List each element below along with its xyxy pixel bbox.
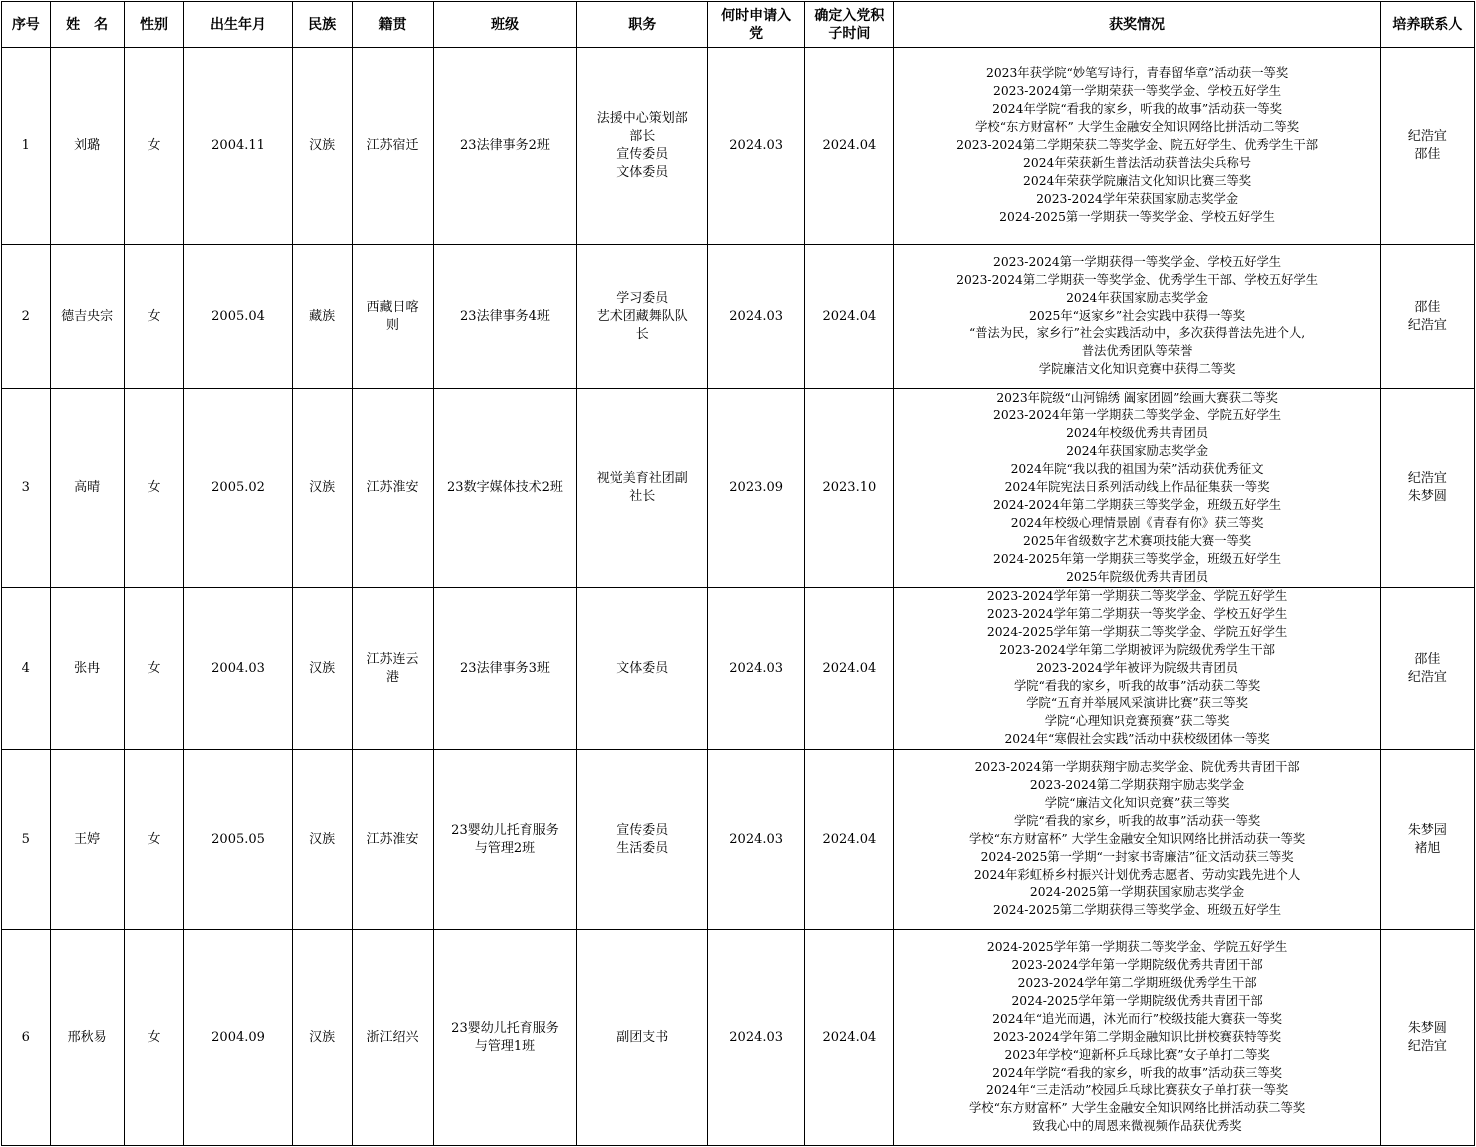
cell-no: 4 [2, 588, 51, 750]
cell-awards-line: 2023-2024学年第一学期院级优秀共青团干部 [1011, 958, 1263, 973]
cell-awards-line: 2023-2024学年第二学期班级优秀学生干部 [1017, 975, 1257, 990]
cell-name: 高晴 [50, 389, 124, 588]
cell-awards-line: 普法优秀团队等荣誉 [1081, 344, 1193, 359]
cell-awards-line: 学校“东方财富杯” 大学生金融安全知识网络比拼活动获二等奖 [968, 1101, 1306, 1116]
cell-class [433, 48, 577, 245]
cell-origin [352, 245, 433, 389]
cell-contact-line: 朱梦园 [1407, 822, 1447, 838]
cell-awards-line: 2024年彩虹桥乡村振兴计划优秀志愿者、劳动实践先进个人 [973, 867, 1301, 882]
cell-apply-date: 2024.03 [708, 930, 805, 1146]
table-row [2, 48, 1475, 245]
cell-awards-line: 2025年省级数字艺术赛项技能大赛一等奖 [1023, 533, 1252, 548]
header-origin: 籍贯 [352, 2, 433, 48]
cell-origin-line: 江苏淮安 [366, 480, 419, 495]
cell-awards-line: 学校“东方财富杯” 大学生金融安全知识网络比拼活动二等奖 [975, 120, 1300, 135]
cell-contact-line: 褚旭 [1414, 840, 1441, 856]
cell-awards-line: 2024-2025学年第一学期获二等奖学金、学院五好学生 [986, 940, 1288, 955]
cell-awards-line: 2024年校级心理情景剧《青春有你》获三等奖 [1010, 515, 1264, 530]
cell-apply-date: 2024.03 [708, 48, 805, 245]
cell-origin-line: 江苏淮安 [366, 831, 419, 847]
cell-awards-line: 2023-2024第一学期获得一等奖学金、学校五好学生 [993, 254, 1282, 269]
cell-awards-line: “普法为民，家乡行”社会实践活动中，多次获得普法先进个人, [968, 326, 1306, 341]
cell-awards-line: 2024-2024年第二学期获三等奖学金，班级五好学生 [993, 497, 1282, 512]
cell-position [577, 245, 708, 389]
cell-gender: 女 [124, 588, 184, 750]
cell-class [433, 588, 577, 750]
cell-contact-line: 邵佳 [1414, 651, 1441, 667]
cell-no: 5 [2, 750, 51, 930]
header-position: 职务 [577, 2, 708, 48]
cell-confirm-date: 2024.04 [805, 245, 894, 389]
cell-contact-line: 纪浩宜 [1407, 317, 1447, 333]
cell-position-line: 宣传委员 [616, 822, 669, 838]
header-birth: 出生年月 [184, 2, 292, 48]
cell-awards-line: 2024-2025第一学期获国家励志奖学金 [1029, 885, 1245, 900]
header-ethnicity: 民族 [292, 2, 352, 48]
cell-ethnicity: 汉族 [292, 750, 352, 930]
cell-origin-line: 则 [386, 317, 400, 333]
cell-position-line: 副团支书 [616, 1029, 669, 1045]
cell-contact [1380, 750, 1474, 930]
cell-birth: 2004.09 [184, 930, 292, 1146]
cell-ethnicity: 汉族 [292, 930, 352, 1146]
cell-contact [1380, 930, 1474, 1146]
cell-position-line: 社长 [629, 489, 656, 504]
cell-gender: 女 [124, 750, 184, 930]
cell-awards-line: 2023-2024学年荣获国家励志奖学金 [1036, 191, 1239, 206]
cell-position-line: 艺术团藏舞队队 [596, 308, 688, 324]
cell-awards-line: 2023-2024学年被评为院级共青团员 [1036, 660, 1239, 675]
cell-awards-line: 2024-2025第二学期获得三等奖学金、班级五好学生 [993, 903, 1282, 918]
cell-class [433, 750, 577, 930]
cell-awards-line: 2024年院宪法日系列活动线上作品征集获一等奖 [1004, 480, 1270, 495]
cell-awards-line: 学院“五育并举展风采演讲比赛”获三等奖 [1026, 696, 1248, 711]
cell-class [433, 389, 577, 588]
cell-class-line: 23婴幼儿托育服务 [451, 822, 559, 838]
cell-contact [1380, 245, 1474, 389]
cell-class-line: 23婴幼儿托育服务 [451, 1020, 559, 1036]
roster-body [2, 48, 1475, 1146]
cell-position-line: 部长 [629, 129, 656, 144]
cell-awards [894, 389, 1380, 588]
cell-origin [352, 588, 433, 750]
cell-origin [352, 750, 433, 930]
cell-name: 德吉央宗 [50, 245, 124, 389]
cell-awards-line: 2023-2024第一学期荣获一等奖学金、学校五好学生 [993, 84, 1282, 99]
cell-position-line: 文体委员 [616, 660, 669, 676]
cell-contact [1380, 48, 1474, 245]
cell-awards [894, 245, 1380, 389]
cell-awards-line: 2024年校级优秀共青团员 [1066, 426, 1209, 441]
header-row [2, 2, 1475, 48]
cell-awards-line: 2024年学院“看我的家乡，听我的故事”活动获一等奖 [992, 102, 1282, 117]
table-row [2, 588, 1475, 750]
table-row [2, 245, 1475, 389]
cell-awards-line: 2023-2024学年第一学期获二等奖学金、学院五好学生 [986, 589, 1288, 603]
cell-contact-line: 邵佳 [1414, 299, 1441, 315]
cell-awards-line: 2023-2024第二学期获翔宇励志奖学金 [1029, 777, 1245, 792]
table-row [2, 750, 1475, 930]
cell-awards-line: 2024-2025学年第一学期获二等奖学金、学院五好学生 [986, 624, 1288, 639]
cell-class-line: 与管理2班 [474, 840, 536, 856]
cell-contact [1380, 588, 1474, 750]
cell-origin [352, 930, 433, 1146]
cell-awards-line: 2025年“返家乡”社会实践中获得一等奖 [1029, 308, 1246, 323]
cell-birth: 2005.05 [184, 750, 292, 930]
cell-awards-line: 学院“廉洁文化知识竞赛”获三等奖 [1044, 795, 1230, 810]
cell-origin [352, 389, 433, 588]
cell-name: 张冉 [50, 588, 124, 750]
cell-origin [352, 48, 433, 245]
cell-awards-line: 2023-2024学年第二学期被评为院级优秀学生干部 [999, 642, 1275, 657]
cell-apply-date: 2024.03 [708, 588, 805, 750]
table-row [2, 389, 1475, 588]
cell-confirm-date: 2024.04 [805, 930, 894, 1146]
cell-origin-line: 浙江绍兴 [366, 1029, 419, 1045]
header-no: 序号 [2, 2, 51, 48]
cell-origin-line: 西藏日喀 [366, 299, 419, 315]
cell-ethnicity: 藏族 [292, 245, 352, 389]
cell-awards-line: 2024年荣获学院廉洁文化知识比赛三等奖 [1023, 173, 1252, 188]
header-confirm-line2: 子时间 [828, 25, 871, 42]
cell-confirm-date: 2023.10 [805, 389, 894, 588]
cell-awards-line: 2023年院级“山河锦绣 阖家团圆”绘画大赛获二等奖 [996, 390, 1278, 405]
cell-ethnicity: 汉族 [292, 389, 352, 588]
cell-position [577, 48, 708, 245]
header-confirm-date [805, 2, 894, 48]
cell-no: 1 [2, 48, 51, 245]
cell-awards-line: 2024年院“我以我的祖国为荣”活动获优秀征文 [1010, 462, 1264, 477]
cell-class-line: 23数字媒体技术2班 [447, 480, 563, 495]
cell-position [577, 389, 708, 588]
cell-awards-line: 学院廉洁文化知识竞赛中获得二等奖 [1038, 362, 1236, 377]
cell-awards-line: 2024年获国家励志奖学金 [1066, 444, 1209, 459]
cell-awards-line: 2023-2024第一学期获翔宇励志奖学金、院优秀共青团干部 [974, 760, 1300, 775]
cell-gender: 女 [124, 245, 184, 389]
cell-awards [894, 930, 1380, 1146]
cell-class-line: 与管理1班 [474, 1038, 536, 1054]
cell-position-line: 视觉美育社团副 [596, 471, 688, 486]
cell-awards-line: 2024年“寒假社会实践”活动中获校级团体一等奖 [1004, 732, 1270, 747]
cell-position-line: 宣传委员 [616, 147, 669, 162]
cell-awards-line: 2024-2025第一学期获一等奖学金、学校五好学生 [999, 209, 1275, 224]
cell-contact-line: 朱梦圆 [1407, 489, 1447, 504]
header-apply-line1: 何时申请入 [721, 7, 792, 24]
cell-awards [894, 48, 1380, 245]
header-apply-date [708, 2, 805, 48]
cell-awards [894, 750, 1380, 930]
cell-confirm-date: 2024.04 [805, 48, 894, 245]
cell-gender: 女 [124, 930, 184, 1146]
header-class: 班级 [433, 2, 577, 48]
cell-awards-line: 2023-2024学年第二学期金融知识比拼校赛获特等奖 [993, 1029, 1282, 1044]
cell-position-line: 学习委员 [616, 290, 669, 306]
cell-class-line: 23法律事务3班 [460, 660, 550, 676]
cell-birth: 2005.02 [184, 389, 292, 588]
cell-ethnicity: 汉族 [292, 588, 352, 750]
cell-awards-line: 2023年获学院“妙笔写诗行，青春留华章”活动获一等奖 [986, 66, 1289, 81]
cell-apply-date: 2024.03 [708, 245, 805, 389]
cell-name: 刘璐 [50, 48, 124, 245]
cell-awards-line: 2023-2024年第一学期获二等奖学金、学院五好学生 [993, 408, 1282, 423]
cell-no: 6 [2, 930, 51, 1146]
member-roster-table [1, 1, 1475, 1146]
cell-awards-line: 2025年院级优秀共青团员 [1066, 569, 1209, 584]
cell-birth: 2004.11 [184, 48, 292, 245]
table-row [2, 930, 1475, 1146]
cell-origin-line: 江苏宿迁 [366, 138, 419, 153]
cell-position-line: 长 [635, 326, 649, 342]
header-contact: 培养联系人 [1380, 2, 1474, 48]
cell-origin-line: 港 [386, 669, 400, 685]
cell-origin-line: 江苏连云 [366, 651, 419, 667]
cell-class-line: 23法律事务4班 [460, 308, 550, 324]
cell-awards [894, 588, 1380, 750]
cell-awards-line: 2023年学校“迎新杯乒乓球比赛”女子单打二等奖 [1004, 1047, 1270, 1062]
header-awards: 获奖情况 [894, 2, 1380, 48]
cell-awards-line: 2023-2024第二学期荣获二等奖学金、院五好学生、优秀学生干部 [956, 138, 1318, 153]
cell-position [577, 588, 708, 750]
header-confirm-line1: 确定入党积 [814, 7, 885, 24]
cell-no: 2 [2, 245, 51, 389]
cell-contact-line: 纪浩宜 [1407, 1038, 1447, 1054]
cell-awards-line: 2024-2025第一学期“一封家书寄廉洁”征文活动获三等奖 [980, 849, 1294, 864]
cell-birth: 2005.04 [184, 245, 292, 389]
cell-confirm-date: 2024.04 [805, 750, 894, 930]
cell-class [433, 245, 577, 389]
cell-awards-line: 2024年学院“看我的家乡，听我的故事”活动获三等奖 [992, 1065, 1282, 1080]
cell-name: 王婷 [50, 750, 124, 930]
cell-contact-line: 朱梦圆 [1407, 1020, 1447, 1036]
cell-contact-line: 纪浩宜 [1407, 669, 1447, 685]
header-gender: 性别 [124, 2, 184, 48]
cell-position-line: 法援中心策划部 [596, 111, 688, 126]
cell-position-line: 文体委员 [616, 165, 669, 180]
cell-confirm-date: 2024.04 [805, 588, 894, 750]
cell-apply-date: 2023.09 [708, 389, 805, 588]
cell-birth: 2004.03 [184, 588, 292, 750]
cell-position-line: 生活委员 [616, 840, 669, 856]
header-name: 姓 名 [50, 2, 124, 48]
cell-position [577, 750, 708, 930]
cell-contact-line: 纪浩宜 [1407, 471, 1447, 486]
cell-awards-line: 学校“东方财富杯” 大学生金融安全知识网络比拼活动获一等奖 [968, 831, 1306, 846]
cell-contact-line: 纪浩宜 [1407, 129, 1447, 144]
cell-position [577, 930, 708, 1146]
cell-awards-line: 2024年“三走活动”校园乒乓球比赛获女子单打获一等奖 [986, 1083, 1289, 1098]
cell-awards-line: 致我心中的周恩来微视频作品获优秀奖 [1032, 1119, 1242, 1134]
cell-gender: 女 [124, 48, 184, 245]
cell-awards-line: 2023-2024第二学期获一等奖学金、优秀学生干部、学校五好学生 [956, 272, 1318, 287]
cell-gender: 女 [124, 389, 184, 588]
cell-class [433, 930, 577, 1146]
cell-awards-line: 2023-2024学年第二学期获一等奖学金、学校五好学生 [986, 606, 1288, 621]
cell-no: 3 [2, 389, 51, 588]
cell-name: 邢秋易 [50, 930, 124, 1146]
cell-class-line: 23法律事务2班 [460, 138, 550, 153]
cell-awards-line: 2024年“追光而遇，沐光而行”校级技能大赛获一等奖 [992, 1011, 1282, 1026]
cell-awards-line: 2024年获国家励志奖学金 [1066, 290, 1209, 305]
header-apply-line2: 党 [749, 25, 764, 42]
cell-awards-line: 学院“心理知识竞赛预赛”获二等奖 [1044, 714, 1230, 729]
cell-awards-line: 2024-2025年第一学期获三等奖学金，班级五好学生 [993, 551, 1282, 566]
cell-ethnicity: 汉族 [292, 48, 352, 245]
cell-apply-date: 2024.03 [708, 750, 805, 930]
cell-awards-line: 学院“看我的家乡，听我的故事”活动获一等奖 [1013, 813, 1261, 828]
cell-awards-line: 2024-2025学年第一学期院级优秀共青团干部 [1011, 993, 1263, 1008]
cell-contact-line: 邵佳 [1414, 147, 1441, 162]
cell-awards-line: 2024年荣获新生普法活动获普法尖兵称号 [1023, 155, 1252, 170]
cell-awards-line: 学院“看我的家乡，听我的故事”活动获二等奖 [1013, 678, 1261, 693]
cell-contact [1380, 389, 1474, 588]
